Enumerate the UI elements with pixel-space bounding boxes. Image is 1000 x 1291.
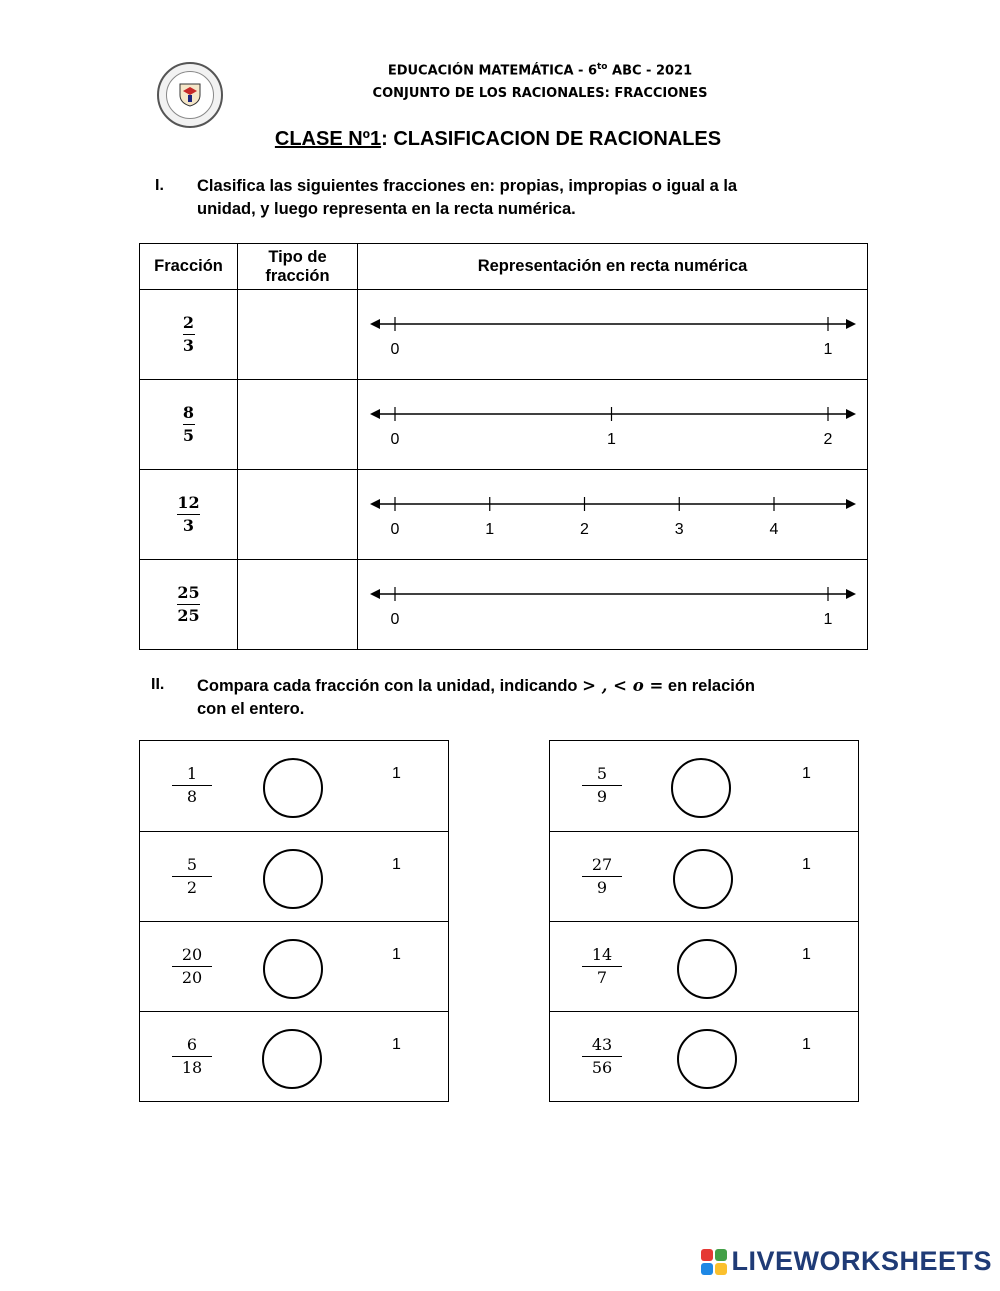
- compare-row: [550, 741, 858, 831]
- table-row: [140, 380, 868, 470]
- header-representacion: Representación en recta numérica: [358, 244, 868, 290]
- unit-value: 1: [802, 946, 811, 963]
- denominator: 20: [181, 968, 203, 987]
- arrow-right-icon: [846, 499, 856, 509]
- denominator: 3: [182, 336, 195, 355]
- numerator: 25: [177, 583, 200, 602]
- numerator: 20: [181, 945, 203, 964]
- compare-row: [140, 921, 448, 1011]
- denominator: 9: [596, 787, 608, 806]
- fraction: [582, 944, 622, 989]
- tick-label: 0: [390, 611, 400, 628]
- answer-circle[interactable]: [263, 849, 323, 909]
- unit-value: 1: [802, 856, 811, 873]
- arrow-left-icon: [370, 319, 380, 329]
- numerator: 1: [186, 764, 198, 783]
- denominator: 5: [182, 426, 195, 445]
- tick-label: 0: [390, 341, 400, 358]
- crest-icon: [166, 71, 214, 119]
- numerator: 43: [591, 1035, 613, 1054]
- tick-label: 0: [390, 521, 400, 538]
- denominator: 56: [591, 1058, 613, 1077]
- section-1-instructions: Clasifica las siguientes fracciones en: propias, impropias o igual a la unidad, y luego representa en la recta numérica.: [197, 177, 738, 218]
- table-row: [140, 470, 868, 560]
- tick-label: 1: [823, 611, 833, 628]
- tipo-input-cell[interactable]: [238, 470, 358, 560]
- tick-label: 2: [823, 431, 833, 448]
- liveworksheets-icon: [701, 1249, 727, 1275]
- unit-value: 1: [392, 856, 401, 873]
- tipo-input-cell[interactable]: [238, 560, 358, 650]
- fraction-cell: [140, 290, 238, 380]
- unit-value: 1: [392, 1036, 401, 1053]
- answer-circle[interactable]: [677, 1029, 737, 1089]
- header-tipo: Tipo de fracción: [238, 244, 358, 290]
- answer-circle[interactable]: [262, 1029, 322, 1089]
- fraction: [177, 582, 199, 627]
- tick-label: 1: [823, 341, 833, 358]
- numerator: 2: [182, 313, 195, 332]
- tick-label: 3: [674, 521, 684, 538]
- fraction: [172, 1034, 212, 1079]
- arrow-right-icon: [846, 589, 856, 599]
- compare-table-right: [549, 740, 859, 1102]
- arrow-left-icon: [370, 499, 380, 509]
- number-line-cell[interactable]: [358, 290, 868, 380]
- fraction: [582, 763, 622, 808]
- denominator: 2: [186, 878, 198, 897]
- fraction-cell: [140, 380, 238, 470]
- liveworksheets-logo: LIVEWORKSHEETS: [701, 1246, 992, 1277]
- number-line[interactable]: [358, 380, 868, 469]
- denominator: 9: [596, 878, 608, 897]
- denominator: 18: [181, 1058, 203, 1077]
- numerator: 8: [182, 403, 195, 422]
- answer-circle[interactable]: [677, 939, 737, 999]
- compare-table-left: [139, 740, 449, 1102]
- answer-circle[interactable]: [673, 849, 733, 909]
- unit-value: 1: [392, 946, 401, 963]
- fraction: [183, 402, 195, 447]
- header-fraccion: Fracción: [140, 244, 238, 290]
- tick-label: 1: [485, 521, 495, 538]
- denominator: 25: [177, 606, 200, 625]
- compare-row: [550, 1011, 858, 1101]
- fraction: [582, 854, 622, 899]
- numerator: 27: [591, 855, 613, 874]
- compare-row: [550, 921, 858, 1011]
- arrow-right-icon: [846, 319, 856, 329]
- compare-row: [140, 831, 448, 921]
- header-line-1: EDUCACIÓN MATEMÁTICA - $6^{to}$ ABC - 2021: [387, 62, 693, 79]
- fraction-cell: [140, 560, 238, 650]
- table-row: [140, 290, 868, 380]
- denominator: 3: [182, 516, 195, 535]
- denominator: 7: [596, 968, 608, 987]
- compare-row: [140, 741, 448, 831]
- school-logo: [157, 62, 223, 128]
- section-1-number: I.: [155, 177, 164, 194]
- tick-label: 2: [580, 521, 589, 538]
- answer-circle[interactable]: [671, 758, 731, 818]
- numerator: 12: [177, 493, 200, 512]
- tick-label: 1: [607, 431, 616, 448]
- tick-label: 0: [390, 431, 400, 448]
- fraction: [172, 763, 212, 808]
- fraction: [177, 492, 199, 537]
- compare-row: [550, 831, 858, 921]
- fraction: [172, 854, 212, 899]
- classification-table: [139, 243, 868, 650]
- header-line-2: CONJUNTO DE LOS RACIONALES: FRACCIONES: [372, 86, 708, 101]
- numerator: 5: [596, 764, 608, 783]
- fraction: [172, 944, 212, 989]
- number-line-cell[interactable]: [358, 470, 868, 560]
- fraction-cell: [140, 470, 238, 560]
- unit-value: 1: [392, 765, 401, 782]
- compare-row: [140, 1011, 448, 1101]
- numerator: 6: [186, 1035, 198, 1054]
- arrow-left-icon: [370, 589, 380, 599]
- number-line-cell[interactable]: [358, 380, 868, 470]
- number-line-cell[interactable]: [358, 560, 868, 650]
- number-line[interactable]: [358, 470, 868, 559]
- tick-label: 4: [769, 521, 779, 538]
- section-2-instructions: Compara cada fracción con la unidad, indicando > , < o = en relación con el entero.: [197, 676, 756, 718]
- fraction: [183, 312, 195, 357]
- unit-value: 1: [802, 1036, 811, 1053]
- number-line[interactable]: [358, 290, 868, 379]
- tipo-input-cell[interactable]: [238, 290, 358, 380]
- numerator: 5: [186, 855, 198, 874]
- tipo-input-cell[interactable]: [238, 380, 358, 470]
- table-row: [140, 560, 868, 650]
- denominator: 8: [186, 787, 198, 806]
- page-title: CLASE Nº1: CLASIFICACION DE RACIONALES: [274, 128, 722, 150]
- section-2-number: II.: [151, 676, 165, 693]
- answer-circle[interactable]: [263, 939, 323, 999]
- number-line[interactable]: [358, 560, 868, 649]
- unit-value: 1: [802, 765, 811, 782]
- arrow-left-icon: [370, 409, 380, 419]
- arrow-right-icon: [846, 409, 856, 419]
- fraction: [582, 1034, 622, 1079]
- answer-circle[interactable]: [263, 758, 323, 818]
- numerator: 14: [591, 945, 613, 964]
